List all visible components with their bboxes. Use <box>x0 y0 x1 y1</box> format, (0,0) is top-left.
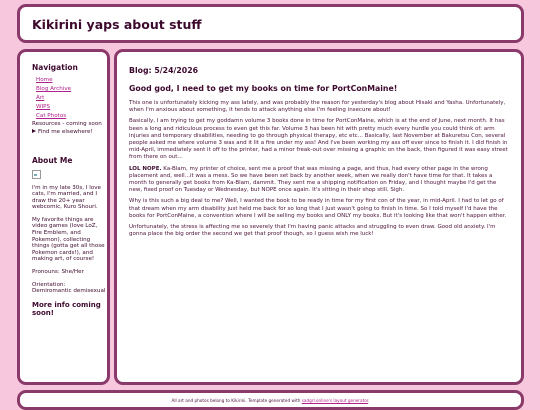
post-title: Good god, I need to get my books on time for PortConMaine! <box>129 84 398 93</box>
footer-period: . <box>368 398 370 403</box>
site-header <box>17 4 524 43</box>
nav-item-cat-photos <box>32 112 107 121</box>
nav-link-wips[interactable]: WIPS <box>36 104 51 110</box>
nav-link-art[interactable]: Art <box>36 95 45 101</box>
find-me-toggle[interactable] <box>32 128 107 136</box>
more-info-heading: More info coming soon! <box>32 300 101 318</box>
nav-heading: Navigation <box>32 63 78 72</box>
post-paragraph-4: Why is this such a big deal to me? Well, I wanted the book to be ready in time for my first con of the year, in mid-April. I had to let go of that dream when my arm disability just held me back for so long that I just wasn't going to finish in time. So I told myself I'd have the books for PortConMaine, a convention where I will be selling my books and ONLY my books. But it's looking like that won't happen either. <box>129 198 507 219</box>
main-content <box>114 49 524 385</box>
nav-item-art <box>32 94 107 103</box>
post-paragraph-1: This one is unfortunately kicking my ass lately, and was probably the reason for yesterday's blog about Hisaki and Yasha. Unfortunately, when I'm anxious about something, it tends to attack anything else I'm feeling insecure about! <box>129 100 506 114</box>
blog-date-heading: Blog: 5/24/2026 <box>129 66 199 75</box>
footer-credit: All art and photos belong to Kikirini. Template generated with <box>171 398 301 403</box>
nav-link-blog-archive[interactable]: Blog Archive <box>36 86 72 92</box>
post-paragraph-5: Unfortunately, the stress is affecting me so severely that I'm having panic attacks and struggling to even draw. Good old anxiety. I'm gonna place the big order the second we get that proof though, so I guess wish me luck! <box>129 224 496 238</box>
post-emphasis: LOL NOPE. <box>129 165 162 172</box>
post-paragraph-3 <box>129 166 510 195</box>
broken-image-icon <box>32 170 41 179</box>
nav-list <box>32 76 107 121</box>
nav-item-blog-archive <box>32 85 107 94</box>
nav-item-home <box>32 76 107 85</box>
footer-text <box>20 398 521 403</box>
find-me-label: Find me elsewhere! <box>38 128 93 135</box>
site-footer <box>17 390 524 410</box>
about-favorites: My favorite things are video games (love LoZ, Fire Emblem, and Pokemon), collecting things (gotta get all those Pokemon cards!), and making art, of course! <box>32 216 105 263</box>
resources-text: Resources - coming soon <box>32 121 102 127</box>
post-paragraph-3-text: Ka-Blam, my printer of choice, sent me a proof that was missing a page, and thus, had every other page in the wrong placement and, well...it was a mess. So we have been set back by another week, when we really don't have time for that. It takes a month to generally get books from Ka-Blam, dammit. They sent me a shipping notification on Friday, and I thought maybe I'd get the new, fixed proof on Tuesday or Wednesday, but NOPE once again. It's sitting in their shop still. Sigh. <box>129 165 497 194</box>
nav-link-home[interactable]: Home <box>36 77 53 83</box>
about-heading: About Me <box>32 155 73 165</box>
footer-generator-link[interactable]: sadgrl.online's layout generator <box>301 398 369 403</box>
site-title: Kikirini yaps about stuff <box>32 17 202 32</box>
about-intro: I'm in my late 30s, I love cats, I'm married, and I draw the 20+ year webcomic, Kuro Shouri. <box>32 184 101 211</box>
about-orientation: Orientation: Demiromantic demisexual <box>32 281 106 295</box>
sidebar <box>17 49 110 385</box>
nav-link-cat-photos[interactable]: Cat Photos <box>36 113 67 119</box>
about-pronouns: Pronouns: She/Her <box>32 269 84 276</box>
nav-item-wips <box>32 103 107 112</box>
post-paragraph-2: Basically, I am trying to get my goddamn volume 3 books done in time for PortConMaine, which is at the end of June, next month. It has been a long and ridiculous process to even get this far. Volume 3 has been hit with pretty much every hurdle you could think of: arm injuries and temporary disabilities, needing to go through physical therapy, etc etc... Basically, last November at Bakuretsu Con, several people asked me where volume 3 was and it lit a fire under my ass! And I've been working my ass off ever since to finish it. I did finish in mid-April, immediately sent it off to the printer, had a minor freak-out over missing a graphic on the back, then figured it was easy street from there on out... <box>129 118 508 161</box>
disclosure-triangle-icon <box>32 129 36 133</box>
